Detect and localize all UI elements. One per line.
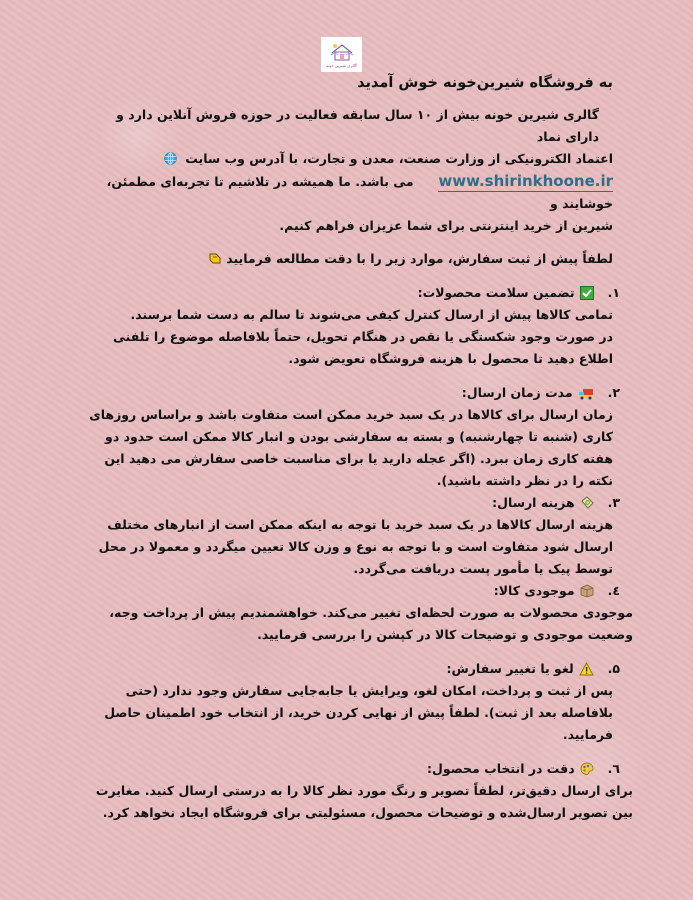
intro-line-1: گالری شیرین خونه بیش از ۱۰ سال سابقه فعالیت در حوزه فروش آنلاین دارد و دارای نماد	[116, 107, 599, 144]
intro-line-4: شیرین از خرید اینترنتی برای شما عزیزان فراهم کنیم.	[279, 218, 613, 233]
item-body: موجودی محصولات به صورت لحظه‌ای تغییر می‌کند. خواهشمندیم پیش از پرداخت وجه، وضعیت موجودی و توضیحات کالا در کپشن را بررسی فرمایید.	[109, 605, 633, 642]
item-body: برای ارسال دقیق‌تر، لطفاً تصویر و رنگ مورد نظر کالا را به درستی ارسال کنید. مغایرت بین تصویر ارسال‌شده و توضیحات محصول، مسئولیتی برای فروشگاه ایجاد نخواهد کرد.	[95, 783, 633, 820]
item-body	[80, 304, 613, 370]
list-item	[80, 492, 620, 580]
item-title: موجودی کالا:	[493, 583, 575, 598]
list-item	[80, 580, 633, 646]
item-number: ٦.	[607, 761, 620, 776]
item-number: ۲.	[607, 385, 620, 400]
item-body-line: در صورت وجود شکستگی یا نقص در هنگام تحویل، حتماً بلافاصله موضوع را تلفنی اطلاع دهید تا محصول با هزینه فروشگاه تعویض شود.	[112, 329, 613, 366]
delivery-truck-icon	[578, 388, 594, 400]
rules-list	[80, 282, 633, 824]
item-heading	[80, 580, 620, 602]
item-body: زمان ارسال برای کالاها در یک سبد خرید ممکن است متفاوت باشد و براساس روزهای کاری (شنبه تا چهارشنبه) و بسته به سفارشی بودن و انبار کالا ممکن است حدود دو هفته کاری زمان ببرد. (اگر عجله دارید یا برای مناسبت خاصی سفارش می دهید این نکته را در نظر داشته باشید).	[89, 407, 613, 488]
list-item	[80, 382, 620, 492]
item-body: پس از ثبت و پرداخت، امکان لغو، ویرایش یا جابه‌جایی سفارش وجود ندارد (حتی بلافاصله بعد از ثبت). لطفاً پیش از نهایی کردن خرید، از انتخاب خود اطمینان حاصل فرمایید.	[104, 683, 613, 742]
pointing-hand-icon	[208, 251, 222, 266]
item-heading	[80, 382, 620, 404]
item-number: ۳.	[607, 495, 620, 510]
intro-line-2-text: اعتماد الکترونیکی از وزارت صنعت، معدن و تجارت، با آدرس وب سایت	[185, 151, 613, 166]
item-title: تضمین سلامت محصولات:	[417, 285, 575, 300]
notice-text: لطفاً پیش از ثبت سفارش، موارد زیر را با دقت مطالعه فرمایید	[226, 251, 613, 266]
package-box-icon	[580, 584, 594, 598]
content	[80, 70, 633, 824]
notice-line	[80, 248, 613, 270]
item-body-line: تمامی کالاها پیش از ارسال کنترل کیفی می‌شوند تا سالم به دست شما برسند.	[130, 307, 613, 322]
logo-caption: گالری شیرین خونه	[326, 62, 357, 68]
warning-icon	[579, 662, 594, 676]
item-number: ٤.	[607, 583, 620, 598]
money-icon	[580, 496, 594, 510]
check-mark-icon	[580, 286, 594, 300]
item-title: دقت در انتخاب محصول:	[427, 761, 575, 776]
list-item	[80, 282, 620, 370]
house-logo-icon	[329, 42, 355, 62]
store-logo[interactable]	[321, 37, 362, 72]
intro-line-2	[80, 148, 613, 170]
intro-paragraph	[80, 104, 613, 237]
list-item	[80, 658, 620, 746]
list-item	[80, 758, 633, 824]
item-heading	[80, 658, 620, 680]
palette-icon	[580, 762, 594, 776]
item-heading	[80, 282, 620, 304]
item-body: هزینه ارسال کالاها در یک سبد خرید با توجه به اینکه ممکن است از انبارهای مختلف ارسال شود متفاوت است و با توجه به نوع و وزن کالا تعیین میگردد و معمولا در محل توسط پیک یا مأمور پست دریافت می‌گردد.	[98, 517, 613, 576]
item-title: لغو یا تغییر سفارش:	[446, 661, 574, 676]
intro-line-3	[80, 170, 613, 215]
item-number: ۵.	[607, 661, 620, 676]
page-title: به فروشگاه شیرین‌خونه خوش آمدید	[357, 75, 613, 91]
website-link[interactable]: www.shirinkhoone.ir	[438, 172, 613, 190]
item-heading	[80, 492, 620, 514]
intro-line-3-text: می باشد. ما همیشه در تلاشیم تا تجربه‌ای مطمئن، خوشایند و	[106, 174, 613, 211]
item-title: هزینه ارسال:	[492, 495, 575, 510]
item-title: مدت زمان ارسال:	[461, 385, 573, 400]
globe-icon	[164, 152, 177, 165]
item-number: ۱.	[607, 285, 620, 300]
item-heading	[80, 758, 620, 780]
